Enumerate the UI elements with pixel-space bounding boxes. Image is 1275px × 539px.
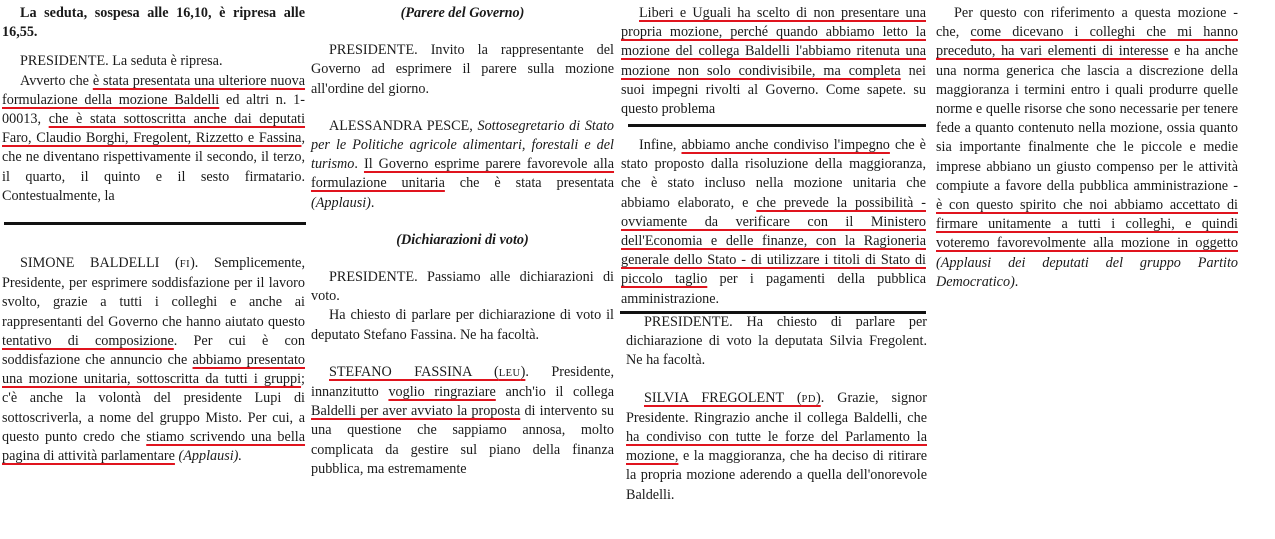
fregolent-speech — [626, 389, 927, 505]
baldelli-speech — [2, 254, 305, 466]
applause-note: (Applausi) — [311, 194, 371, 211]
column-4 — [936, 4, 1238, 292]
text-run: ; c'è anche la volontà del presidente Lupi di sottoscriverla, a nome del gruppo Misto. Per cui, a questo punto credo che — [2, 371, 305, 445]
speaker-party: LEU — [498, 367, 521, 379]
text-run: che è stato proposto dalla risoluzione della maggioranza, che è stato incluso nella mozione unitaria che abbiamo elaborato, e — [621, 137, 926, 211]
highlight-baldelli-proposal: Baldelli per aver avviato la proposta — [311, 403, 521, 420]
highlight-colleagues-said: come dicevano i colleghi che mi hanno preceduto, ha vari elementi di interesse — [936, 24, 1238, 60]
highlight-leu-choice: Liberi e Uguali ha scelto di non presentare una propria mozione, perché quando abbiamo letto la mozione del collega Baldelli l'abbiamo ritenuta una mozione non solo condivisibile, ma completa — [621, 5, 926, 79]
text-run: , che ne diventano rispettivamente il secondo, il terzo, il quarto, il quinto e il sesto firmatario. Contestualmente, la — [2, 130, 305, 204]
president-resumes-paragraph: PRESIDENTE. La seduta è ripresa. — [20, 53, 223, 70]
speaker-name: SIMONE BALDELLI ( — [20, 255, 180, 271]
session-resumed-heading: La seduta, sospesa alle 16,10, è ripresa alle 16,55. — [2, 5, 305, 41]
column-3-lower — [626, 313, 927, 505]
spacer — [311, 250, 614, 268]
speaker-name: SILVIA FREGOLENT ( — [644, 389, 802, 406]
highlight-favorable-opinion: Il Governo esprime parere favorevole alla formulazione unitaria — [311, 156, 615, 192]
spacer — [311, 213, 614, 231]
infine-paragraph — [621, 136, 926, 309]
speaker-name: STEFANO FASSINA ( — [329, 363, 499, 380]
text-run: . Grazie, signor Presidente. Ringrazio anche il collega Baldelli, che — [626, 389, 927, 426]
president-invites-paragraph: PRESIDENTE. Invito la rappresentante del Governo ad esprimere il parere sulla mozione all'ordine del giorno. — [311, 42, 614, 97]
highlight-unitary-motion: abbiamo presentato una mozione unitaria, sottoscritta da tutti i gruppi — [2, 352, 305, 388]
highlight-vote-in-favor: è con questo spirito che noi abbiamo accettato di firmare unitamente a tutti i colleghi, e quindi voteremo favorevolmente alla mozione in oggetto — [936, 197, 1238, 252]
section-divider — [628, 124, 926, 127]
column-2 — [311, 4, 614, 479]
government-opinion-heading: (Parere del Governo) — [400, 5, 525, 21]
text-run: nei suoi impegni rivolti al Governo. Come sapete. su questo problema — [621, 62, 926, 118]
text-run: ) — [815, 389, 821, 406]
text-run: Avverto che — [20, 72, 93, 89]
text-run: . — [370, 194, 375, 211]
text-run: Per questo con riferimento a questa mozione - che, — [936, 5, 1238, 41]
highlight-thanks: voglio ringraziare — [388, 384, 496, 401]
text-run: anch'io il collega — [495, 384, 614, 401]
speaker-party: PD — [801, 393, 816, 405]
spacer — [311, 345, 614, 363]
text-run: . Per cui è con soddisfazione che annuncio che — [2, 332, 305, 369]
highlight-shared-motion: ha condiviso con tutte le forze del Parlamento la mozione, — [626, 429, 927, 465]
column-3-middle — [621, 136, 926, 309]
president-declarations-paragraph: PRESIDENTE. Passiamo alle dichiarazioni di voto. — [311, 269, 614, 305]
column-1 — [2, 4, 305, 206]
text-run: ed altri n. 1-00013, — [2, 91, 305, 128]
highlight-new-formulation: è stata presentata una ulteriore nuova formulazione della mozione Baldelli — [2, 72, 306, 108]
speaker-heading — [644, 390, 821, 406]
text-run: e ha anche una norma generica che lascia a discrezione della maggioranza i termini entro i quali produrre quelle norme e quelle risorse che sono necessarie per tenere fede a quanto contenuto nella mozione, ossia quanto sia importante finalmente che le piccole e medie imprese abbiano un giusto compenso per le attività compiute a favore della pubblica amministrazione - — [936, 43, 1238, 194]
column-1-lower — [2, 254, 305, 466]
text-run: per i pagamenti della pubblica amministrazione. — [621, 271, 926, 307]
text-run: . Presidente, innanzitutto — [311, 363, 614, 401]
spacer — [626, 371, 927, 389]
applause-note: (Applausi). — [174, 448, 242, 465]
text-run: . — [1014, 273, 1019, 290]
highlight-shared-commitment: abbiamo anche condiviso l'impegno — [681, 137, 890, 153]
spacer — [311, 99, 614, 117]
conclusion-paragraph — [936, 4, 1238, 292]
leu-paragraph — [621, 4, 926, 119]
speaker-name: ALESSANDRA PESCE, — [329, 117, 478, 134]
applause-note: (Applausi dei deputati del gruppo Partito Democratico) — [936, 254, 1238, 290]
announcement-paragraph — [2, 72, 305, 206]
text-run: . — [354, 156, 364, 173]
section-divider — [4, 222, 306, 225]
highlight-small-bonds: che prevede la possibilità - ovviamente da verificare con il Ministero dell'Economia e delle finanze, con la Ragioneria generale dello Stato - di utilizzare i titoli di Stato di piccolo taglio — [621, 194, 926, 288]
text-run: di intervento su una questione che sappiamo annosa, molto complicata da gestire sul piano della finanza pubblica, ma estremamente — [311, 403, 615, 477]
president-fregolent-request: PRESIDENTE. Ha chiesto di parlare per dichiarazione di voto la deputata Silvia Fregolent. Ne ha facoltà. — [626, 314, 927, 369]
text-run: e la maggioranza, che ha deciso di ritirare la propria mozione aderendo a quella dell'onorevole Baldelli. — [626, 448, 927, 503]
text-run: ) — [520, 363, 526, 380]
fassina-speech — [311, 363, 614, 479]
text-run: che è stata presentata — [444, 175, 614, 192]
speaker-party: FI — [179, 259, 191, 270]
spacer — [311, 23, 614, 41]
text-run: ). Semplicemente, Presidente, per esprimere soddisfazione per il lavoro svolto, grazie a tutti i colleghi e anche ai rappresentanti del Governo che hanno aiutato questo — [2, 255, 305, 330]
text-run: Infine, — [639, 137, 682, 153]
fassina-request-paragraph: Ha chiesto di parlare per dichiarazione di voto il deputato Stefano Fassina. Ne ha facoltà. — [311, 307, 614, 343]
pesce-opinion-paragraph — [311, 117, 614, 213]
column-3 — [621, 4, 926, 119]
highlight-cosigners: che è stata sottoscritta anche dai deputati Faro, Claudio Borghi, Fregolent, Rizzetto e Fassina — [2, 111, 306, 147]
highlight-composition-attempt: tentativo di composizione — [2, 332, 174, 349]
speaker-role: Sottosegretario di Stato per le Politiche agricole alimentari, forestali e del turismo — [311, 117, 614, 173]
speaker-heading — [329, 364, 525, 380]
highlight-parliament-page: stiamo scrivendo una bella pagina di attività parlamentare — [2, 428, 306, 465]
spacer — [2, 42, 305, 52]
vote-declarations-heading: (Dichiarazioni di voto) — [396, 231, 529, 248]
